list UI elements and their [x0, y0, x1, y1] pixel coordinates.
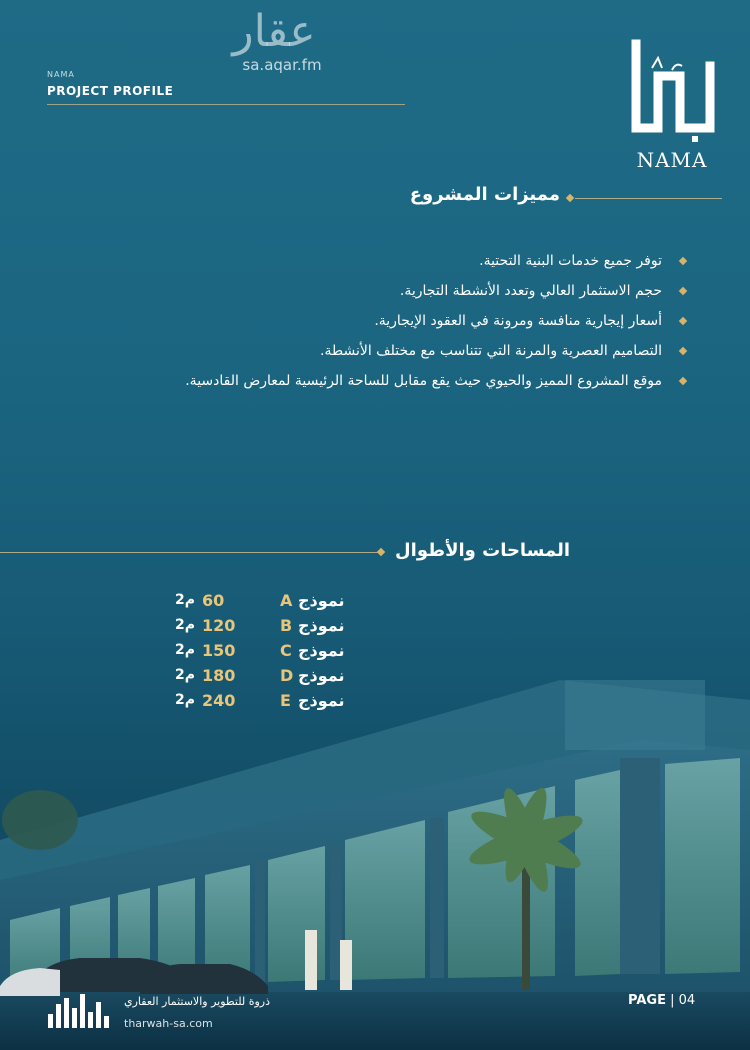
bullet-diamond-icon [679, 377, 687, 385]
page-title: PROJECT PROFILE [47, 84, 174, 98]
bullet-diamond-icon [679, 257, 687, 265]
model-label: نموذج [298, 666, 345, 685]
watermark-arabic: عقار [232, 6, 316, 57]
area-value: 150 [202, 641, 236, 660]
model-code: B [280, 616, 293, 635]
areas-heading: المساحات والأطوال [395, 540, 570, 561]
page-label: PAGE [628, 993, 666, 1008]
table-row [170, 663, 370, 688]
page-separator: | [670, 993, 679, 1008]
model-code: E [280, 691, 291, 710]
features-heading: مميزات المشروع [409, 184, 560, 205]
heading-rule [575, 198, 722, 199]
company-name: ذروة للتطوير والاستثمار العقاري [124, 995, 270, 1008]
list-item: أسعار إيجارية منافسة ومرونة في العقود الإيجارية. [48, 306, 688, 336]
page-number-value: 04 [678, 993, 696, 1008]
logo-wordmark: NAMA [636, 148, 708, 172]
unit: م2 [175, 642, 196, 658]
table-row [170, 638, 370, 663]
model-label: نموذج [298, 616, 345, 635]
list-item: توفر جميع خدمات البنية التحتية. [48, 246, 688, 276]
bullet-diamond-icon [679, 317, 687, 325]
bullet-diamond-icon [679, 347, 687, 355]
area-value: 60 [202, 591, 225, 610]
list-item: موقع المشروع المميز والحيوي حيث يقع مقابل للساحة الرئيسية لمعارض القادسية. [48, 366, 688, 396]
unit: م2 [175, 617, 196, 633]
watermark-url: sa.aqar.fm [242, 56, 322, 74]
heading-diamond [566, 194, 574, 202]
features-list [48, 246, 688, 396]
area-value: 180 [202, 666, 236, 685]
unit: م2 [175, 592, 196, 608]
tharwah-logo-icon [46, 990, 112, 1030]
areas-rule [0, 552, 378, 553]
company-url: tharwah-sa.com [124, 1017, 213, 1030]
areas-diamond [377, 548, 385, 556]
bullet-diamond-icon [679, 287, 687, 295]
model-label: نموذج [298, 691, 345, 710]
model-label: نموذج [298, 591, 345, 610]
registered-mark: ® [705, 70, 714, 80]
building-illustration [0, 640, 750, 1050]
table-row [170, 613, 370, 638]
area-value: 120 [202, 616, 236, 635]
header-divider [47, 104, 405, 105]
table-row [170, 688, 370, 713]
list-item: التصاميم العصرية والمرنة التي تتناسب مع مختلف الأنشطة. [48, 336, 688, 366]
brand-small-label: NAMA [47, 70, 75, 79]
area-value: 240 [202, 691, 236, 710]
model-code: C [280, 641, 292, 660]
model-label: نموذج [298, 641, 345, 660]
areas-table [170, 588, 370, 713]
model-code: D [280, 666, 294, 685]
page-number [628, 993, 695, 1008]
unit: م2 [175, 667, 196, 683]
list-item: حجم الاستثمار العالي وتعدد الأنشطة التجارية. [48, 276, 688, 306]
table-row [170, 588, 370, 613]
unit: م2 [175, 692, 196, 708]
model-code: A [280, 591, 293, 610]
